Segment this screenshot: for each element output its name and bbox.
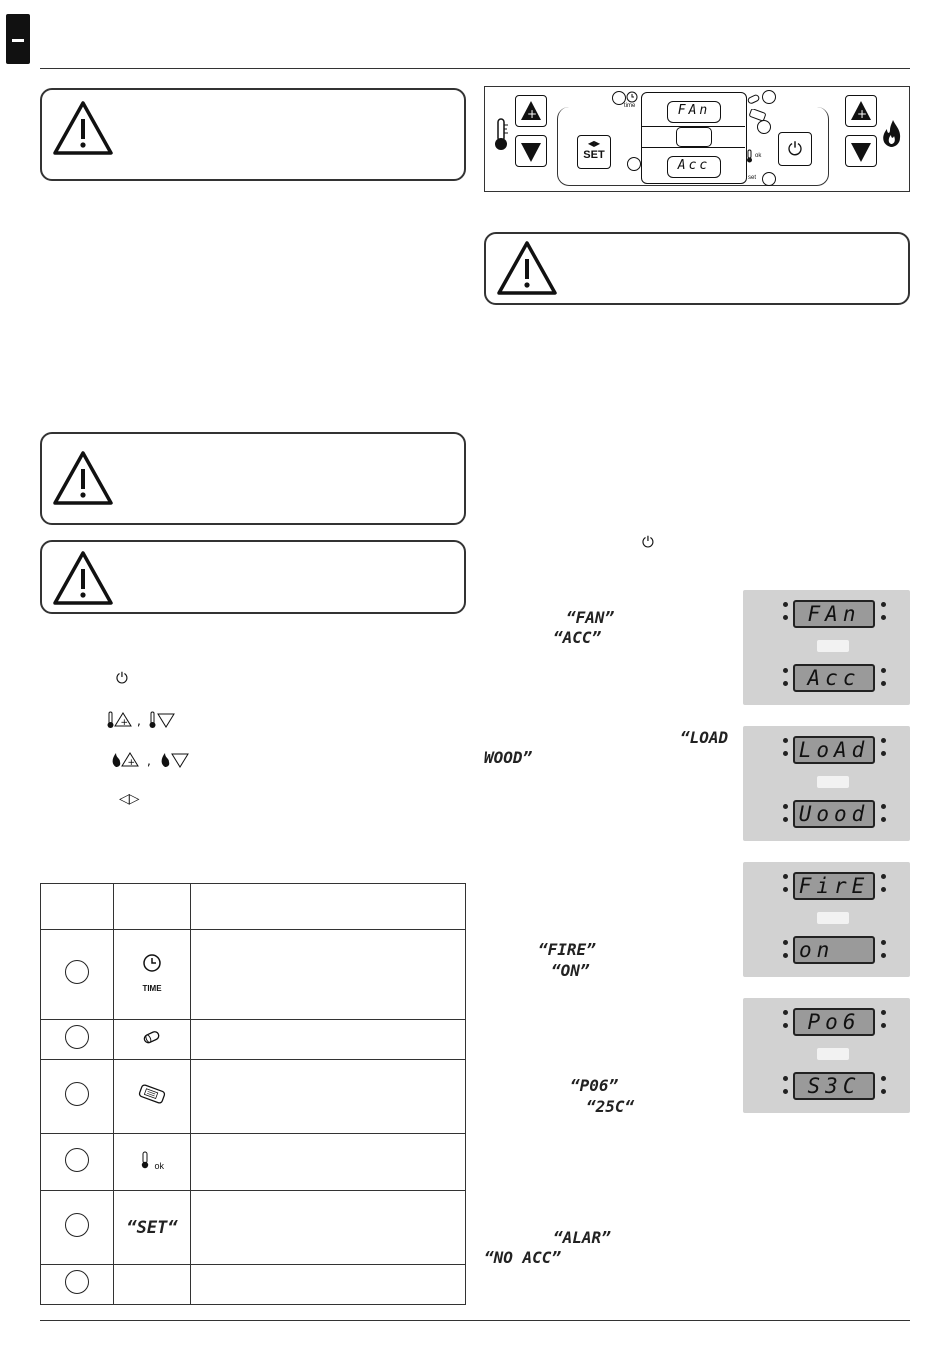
warning-box-1 bbox=[40, 88, 466, 181]
row-number-circle bbox=[65, 1082, 89, 1106]
thermometer-icon bbox=[492, 117, 510, 153]
lcd-bottom: Uood bbox=[793, 800, 875, 828]
row-number-circle bbox=[65, 1025, 89, 1049]
led-remote bbox=[757, 120, 771, 134]
svg-text:,: , bbox=[147, 754, 151, 768]
warning-box-4 bbox=[484, 232, 910, 305]
row-description bbox=[191, 1191, 466, 1265]
warning-box-3 bbox=[40, 540, 466, 614]
clock-icon bbox=[626, 91, 638, 103]
lcd-middle bbox=[817, 1048, 849, 1060]
svg-text:+: + bbox=[120, 718, 129, 728]
dots bbox=[783, 602, 789, 628]
lcd-bottom: on bbox=[793, 936, 875, 964]
display-middle-window bbox=[676, 127, 712, 147]
lcd-top: LoAd bbox=[793, 736, 875, 764]
display-top bbox=[667, 101, 721, 123]
time-label: TIME bbox=[142, 984, 162, 993]
lcd-middle bbox=[817, 640, 849, 652]
clock-icon bbox=[142, 953, 162, 973]
row-number-circle bbox=[65, 1270, 89, 1294]
lcd-panel bbox=[743, 726, 910, 841]
dots bbox=[881, 874, 887, 900]
legend-table bbox=[40, 883, 466, 1305]
display-bottom bbox=[667, 156, 721, 178]
dots bbox=[881, 602, 887, 628]
lcd-top: FirE bbox=[793, 872, 875, 900]
row-description bbox=[191, 1020, 466, 1060]
thermometer-icon bbox=[140, 1151, 150, 1169]
pellet-icon bbox=[747, 94, 761, 104]
quote-noacc: “NO ACC” bbox=[484, 1248, 562, 1267]
triangle-down-icon bbox=[846, 136, 876, 166]
row-icon-empty bbox=[114, 1265, 191, 1305]
quote-on: “ON” bbox=[551, 961, 590, 980]
table-row bbox=[41, 1134, 466, 1191]
temp-up-button[interactable] bbox=[515, 95, 547, 127]
lcd-panel bbox=[743, 998, 910, 1113]
dots bbox=[783, 668, 789, 694]
quote-alar: “ALAR” bbox=[553, 1228, 611, 1247]
dots bbox=[881, 738, 887, 764]
table-row bbox=[41, 1191, 466, 1265]
quote-fire: “FIRE” bbox=[538, 940, 596, 959]
triangle-down-icon bbox=[516, 136, 546, 166]
flame-icon bbox=[879, 119, 903, 149]
power-icon: ⏻ bbox=[116, 670, 128, 687]
triangle-up-icon bbox=[516, 96, 546, 126]
set-text: “SET“ bbox=[126, 1217, 178, 1238]
ok-label: ok bbox=[154, 1160, 164, 1171]
quote-acc: “ACC” bbox=[553, 628, 602, 647]
flame-up-down-icons bbox=[110, 750, 200, 770]
time-label: time bbox=[624, 103, 636, 109]
table-header-row bbox=[41, 884, 466, 930]
table-row bbox=[41, 1020, 466, 1060]
power-button[interactable] bbox=[778, 132, 812, 166]
dots bbox=[881, 804, 887, 830]
set-button[interactable] bbox=[577, 135, 611, 169]
dots bbox=[783, 738, 789, 764]
svg-text:,: , bbox=[137, 714, 141, 728]
dots bbox=[783, 874, 789, 900]
lcd-top: Po6 bbox=[793, 1008, 875, 1036]
warning-box-2 bbox=[40, 432, 466, 525]
footer-rule bbox=[40, 1320, 910, 1321]
dots bbox=[783, 1010, 789, 1036]
quote-fan: “FAN” bbox=[566, 608, 615, 627]
temp-down-button[interactable] bbox=[515, 135, 547, 167]
dots bbox=[783, 804, 789, 830]
power-up-button[interactable] bbox=[845, 95, 877, 127]
lcd-panel bbox=[743, 862, 910, 977]
lcd-bottom: Acc bbox=[793, 664, 875, 692]
svg-text:+: + bbox=[527, 107, 538, 121]
lcd-middle bbox=[817, 776, 849, 788]
ok-label: ok bbox=[755, 153, 762, 159]
display-top-text: FAn bbox=[677, 103, 711, 118]
dots bbox=[881, 668, 887, 694]
dots bbox=[881, 1010, 887, 1036]
quote-wood: WOOD” bbox=[484, 748, 533, 767]
dots bbox=[783, 940, 789, 966]
control-panel-diagram bbox=[484, 86, 910, 192]
display-frame bbox=[641, 92, 747, 184]
quote-load: “LOAD bbox=[680, 728, 729, 747]
thermometer-ok-icon bbox=[746, 149, 754, 163]
dots bbox=[881, 940, 887, 966]
row-description bbox=[191, 1060, 466, 1134]
quote-temp: “25C“ bbox=[586, 1097, 635, 1116]
set-label: SET bbox=[583, 149, 605, 161]
row-number-circle bbox=[65, 1148, 89, 1172]
display-bottom-text: Acc bbox=[677, 158, 711, 173]
header-cell-number bbox=[41, 884, 114, 930]
arrows-icon: ◀▶ bbox=[587, 139, 601, 148]
dots bbox=[881, 1076, 887, 1102]
warning-icon bbox=[52, 550, 114, 606]
svg-text:+: + bbox=[857, 107, 868, 121]
led-left-bottom bbox=[627, 157, 641, 171]
row-description bbox=[191, 1265, 466, 1305]
header-cell-icon bbox=[114, 884, 191, 930]
table-row bbox=[41, 1060, 466, 1134]
warning-icon bbox=[496, 240, 558, 296]
remote-control-icon bbox=[137, 1083, 167, 1105]
warning-icon bbox=[52, 450, 114, 506]
power-down-button[interactable] bbox=[845, 135, 877, 167]
row-description bbox=[191, 930, 466, 1020]
row-number-circle bbox=[65, 960, 89, 984]
led-pellet bbox=[762, 90, 776, 104]
quote-p06: “P06” bbox=[570, 1076, 619, 1095]
svg-text:+: + bbox=[127, 758, 136, 768]
header-cell-description bbox=[191, 884, 466, 930]
power-icon: ⏻ bbox=[642, 534, 654, 551]
language-tab bbox=[6, 14, 30, 64]
lcd-panel bbox=[743, 590, 910, 705]
pellet-icon bbox=[141, 1030, 163, 1044]
row-description bbox=[191, 1134, 466, 1191]
arrows-icon: ◁▷ bbox=[119, 790, 139, 806]
lcd-middle bbox=[817, 912, 849, 924]
triangle-up-icon bbox=[846, 96, 876, 126]
table-row bbox=[41, 1265, 466, 1305]
power-icon: ⏻ bbox=[787, 139, 803, 159]
lcd-bottom: S3C bbox=[793, 1072, 875, 1100]
row-number-circle bbox=[65, 1213, 89, 1237]
table-row bbox=[41, 930, 466, 1020]
led-set bbox=[762, 172, 776, 186]
lcd-top: FAn bbox=[793, 600, 875, 628]
set-small-label: set bbox=[748, 175, 757, 181]
temperature-up-down-icons bbox=[106, 710, 186, 730]
header-rule bbox=[40, 68, 910, 69]
warning-icon bbox=[52, 100, 114, 156]
dots bbox=[783, 1076, 789, 1102]
